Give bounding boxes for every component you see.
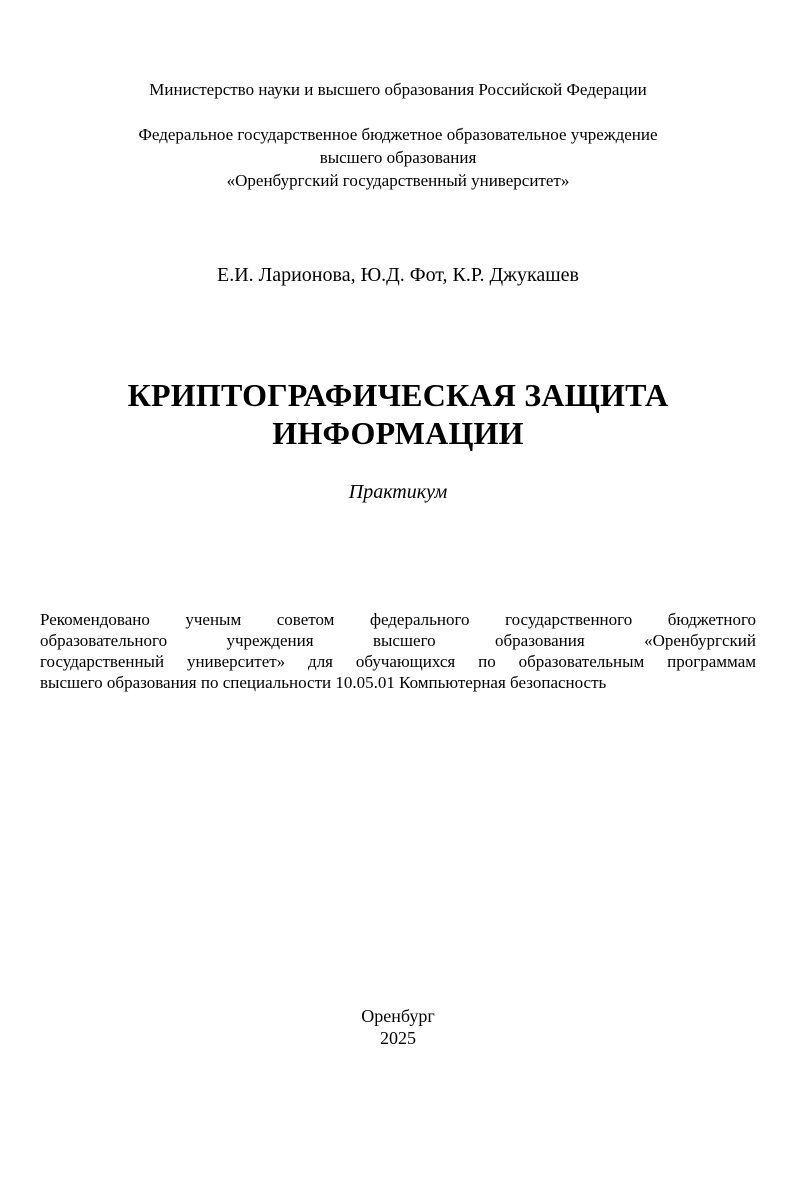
recommendation-line-4: высшего образования по специальности 10.05.01 Компьютерная безопасность xyxy=(40,673,607,692)
document-title xyxy=(0,376,796,452)
institution-name xyxy=(0,123,796,192)
title-line-1: КРИПТОГРАФИЧЕСКАЯ ЗАЩИТА xyxy=(127,377,669,413)
title-line-2: ИНФОРМАЦИИ xyxy=(272,415,524,451)
authors: Е.И. Ларионова, Ю.Д. Фот, К.Р. Джукашев xyxy=(217,264,579,286)
document-subtitle: Практикум xyxy=(348,481,448,503)
city: Оренбург xyxy=(361,1006,435,1026)
year: 2025 xyxy=(380,1028,416,1048)
recommendation-line-2: образовательного учреждения высшего образования «Оренбургский xyxy=(40,631,756,650)
publication-place-year xyxy=(0,1005,796,1049)
institution-line-1: Федеральное государственное бюджетное образовательное учреждение xyxy=(138,125,658,144)
institution-line-3: «Оренбургский государственный университет» xyxy=(226,171,570,190)
institution-line-2: высшего образования xyxy=(319,148,477,167)
ministry-name: Министерство науки и высшего образования Российской Федерации xyxy=(149,80,647,99)
recommendation-line-1: Рекомендовано ученым советом федерального государственного бюджетного xyxy=(40,610,756,629)
recommendation-line-3: государственный университет» для обучающихся по образовательным программам xyxy=(40,652,756,671)
recommendation-text xyxy=(40,609,756,693)
